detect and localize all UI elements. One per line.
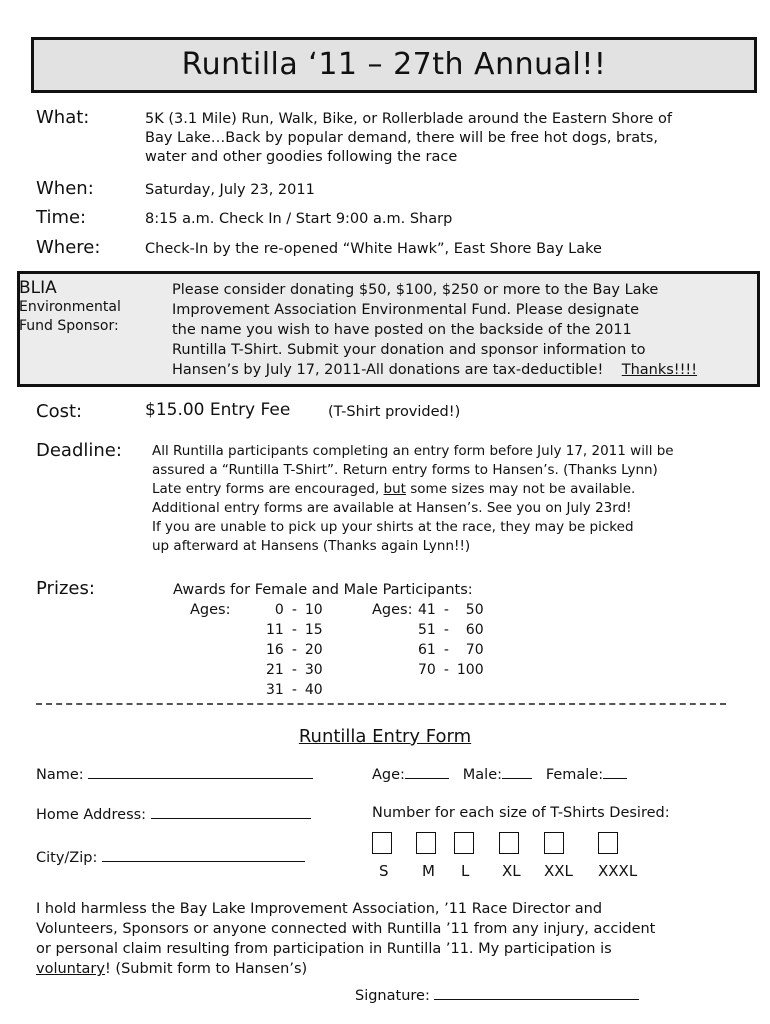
age-range-cell: 41 [418,602,436,618]
size-xxxl-box[interactable] [598,832,618,854]
age-range-row [414,620,488,640]
cut-line [36,703,726,705]
size-label: S [379,862,389,880]
home-label: Home Address: [36,807,147,823]
deadline-line: If you are unable to pick up your shirts at the race, they may be picked [152,519,634,535]
deadline-line: assured a “Runtilla T-Shirt”. Return entry forms to Hansen’s. (Thanks Lynn) [152,462,658,478]
deadline-line: All Runtilla participants completing an entry form before July 17, 2011 will be [152,443,674,459]
age-field[interactable] [405,764,449,779]
female-field[interactable] [603,764,627,779]
male-field[interactable] [502,764,532,779]
deadline-late-post: some sizes may not be available. [405,481,636,497]
age-range-cell: - [291,602,297,618]
waiver-line: or personal claim resulting from participation in Runtilla ’11. My participation is [36,941,612,957]
age-range-cell: 31 [266,682,284,698]
age-range-row [262,620,327,640]
age-range-row [414,600,488,620]
size-label: XL [502,862,521,880]
entry-form-title: Runtilla Entry Form [298,726,472,747]
age-range-cell: - [291,662,297,678]
deadline-line: up afterward at Hansens (Thanks again Lynn!!) [152,538,471,554]
name-row [36,764,313,785]
age-range-cell: 40 [304,682,323,698]
cost-label: Cost: [36,401,83,422]
deadline-text [152,442,752,556]
age-range-row [262,600,327,620]
name-label: Name: [36,767,84,783]
age-range-cell: - [291,682,297,698]
sponsor-line-text: Hansen’s by July 17, 2011-All donations are tax-deductible! [172,362,604,378]
home-row [36,804,311,825]
waiver-end: ! (Submit form to Hansen’s) [104,961,308,977]
name-field[interactable] [88,764,313,779]
what-line: 5K (3.1 Mile) Run, Walk, Bike, or Rollerblade around the Eastern Shore of [145,111,673,127]
ages-label-right: Ages: [372,602,413,618]
size-xxl-box[interactable] [544,832,564,854]
signature-row [355,985,639,1006]
size-label: M [422,862,435,880]
age-range-cell: 21 [266,662,284,678]
age-range-cell: 51 [418,622,436,638]
ages-table-left [262,600,327,700]
when-label: When: [36,178,94,199]
waiver-line: Volunteers, Sponsors or anyone connected with Runtilla ’11 from any injury, accident [36,921,656,937]
time-label: Time: [36,207,87,228]
age-range-cell: 70 [418,662,436,678]
what-text [145,110,672,167]
deadline-late-pre: Late entry forms are encouraged, [152,481,384,497]
home-address-field[interactable] [151,804,311,819]
sponsor-line: Improvement Association Environmental Fund. Please designate [172,302,640,318]
size-label: XXL [544,862,573,880]
sponsor-label-line: BLIA [19,278,57,298]
age-range-cell: - [443,642,449,658]
sponsor-text [172,280,752,380]
when-value: Saturday, July 23, 2011 [145,182,315,198]
deadline-line [152,480,752,499]
city-label: City/Zip: [36,850,98,866]
age-range-row [414,660,488,680]
city-zip-field[interactable] [102,847,305,862]
deadline-but: but [383,481,406,497]
size-label: XXXL [598,862,638,880]
age-range-cell: 10 [304,602,323,618]
size-xl-box[interactable] [499,832,519,854]
thanks-text: Thanks!!!! [621,362,698,378]
time-value: 8:15 a.m. Check In / Start 9:00 a.m. Sharp [145,211,453,227]
flyer-title: Runtilla ‘11 – 27th Annual!! [31,37,757,93]
age-range-cell: - [443,622,449,638]
age-sex-row [372,764,627,785]
waiver-line [36,959,746,979]
where-label: Where: [36,237,101,258]
ages-label-left: Ages: [190,602,231,618]
age-range-cell: 0 [274,602,284,618]
age-range-cell: 30 [304,662,323,678]
female-label: Female: [545,767,604,783]
sponsor-label-line: Environmental [19,299,121,315]
cost-value: $15.00 Entry Fee [145,400,291,420]
prizes-label: Prizes: [36,578,95,599]
age-range-cell: - [291,622,297,638]
prizes-heading: Awards for Female and Male Participants: [173,582,473,598]
sponsor-line [172,360,752,380]
what-line: Bay Lake…Back by popular demand, there will be free hot dogs, brats, [145,130,658,146]
city-row [36,847,305,868]
age-range-cell: 60 [465,622,484,638]
size-label: L [461,862,470,880]
sizes-heading: Number for each size of T-Shirts Desired: [372,805,670,821]
age-range-row [414,640,488,660]
age-range-cell: 16 [266,642,284,658]
age-range-row [262,640,327,660]
age-range-cell: 70 [465,642,484,658]
age-range-cell: 11 [266,622,284,638]
deadline-line: Additional entry forms are available at Hansen’s. See you on July 23rd! [152,500,632,516]
waiver-text [36,899,746,979]
size-s-box[interactable] [372,832,392,854]
size-m-box[interactable] [416,832,436,854]
age-range-row [262,680,327,700]
age-range-cell: 100 [456,662,484,678]
age-range-cell: 20 [304,642,323,658]
age-range-cell: - [443,662,449,678]
age-range-cell: - [443,602,449,618]
voluntary-text: voluntary [36,961,105,977]
age-range-cell: - [291,642,297,658]
sponsor-line: the name you wish to have posted on the backside of the 2011 [172,322,632,338]
age-range-cell: 61 [418,642,436,658]
sponsor-label [19,279,121,336]
age-label: Age: [372,767,405,783]
size-l-box[interactable] [454,832,474,854]
signature-field[interactable] [434,985,639,1000]
age-range-cell: 15 [304,622,323,638]
waiver-line: I hold harmless the Bay Lake Improvement Association, ’11 Race Director and [36,901,603,917]
age-range-row [262,660,327,680]
sponsor-line: Please consider donating $50, $100, $250 or more to the Bay Lake [172,282,659,298]
deadline-label: Deadline: [36,440,122,461]
what-line: water and other goodies following the race [145,149,458,165]
signature-label: Signature: [355,988,430,1004]
ages-table-right [414,600,488,680]
sponsor-label-line: Fund Sponsor: [19,318,119,334]
age-range-cell: 50 [465,602,484,618]
male-label: Male: [462,767,502,783]
what-label: What: [36,107,90,128]
where-value: Check-In by the re-opened “White Hawk”, East Shore Bay Lake [145,241,602,257]
cost-note: (T-Shirt provided!) [328,404,461,420]
sponsor-line: Runtilla T-Shirt. Submit your donation and sponsor information to [172,342,646,358]
